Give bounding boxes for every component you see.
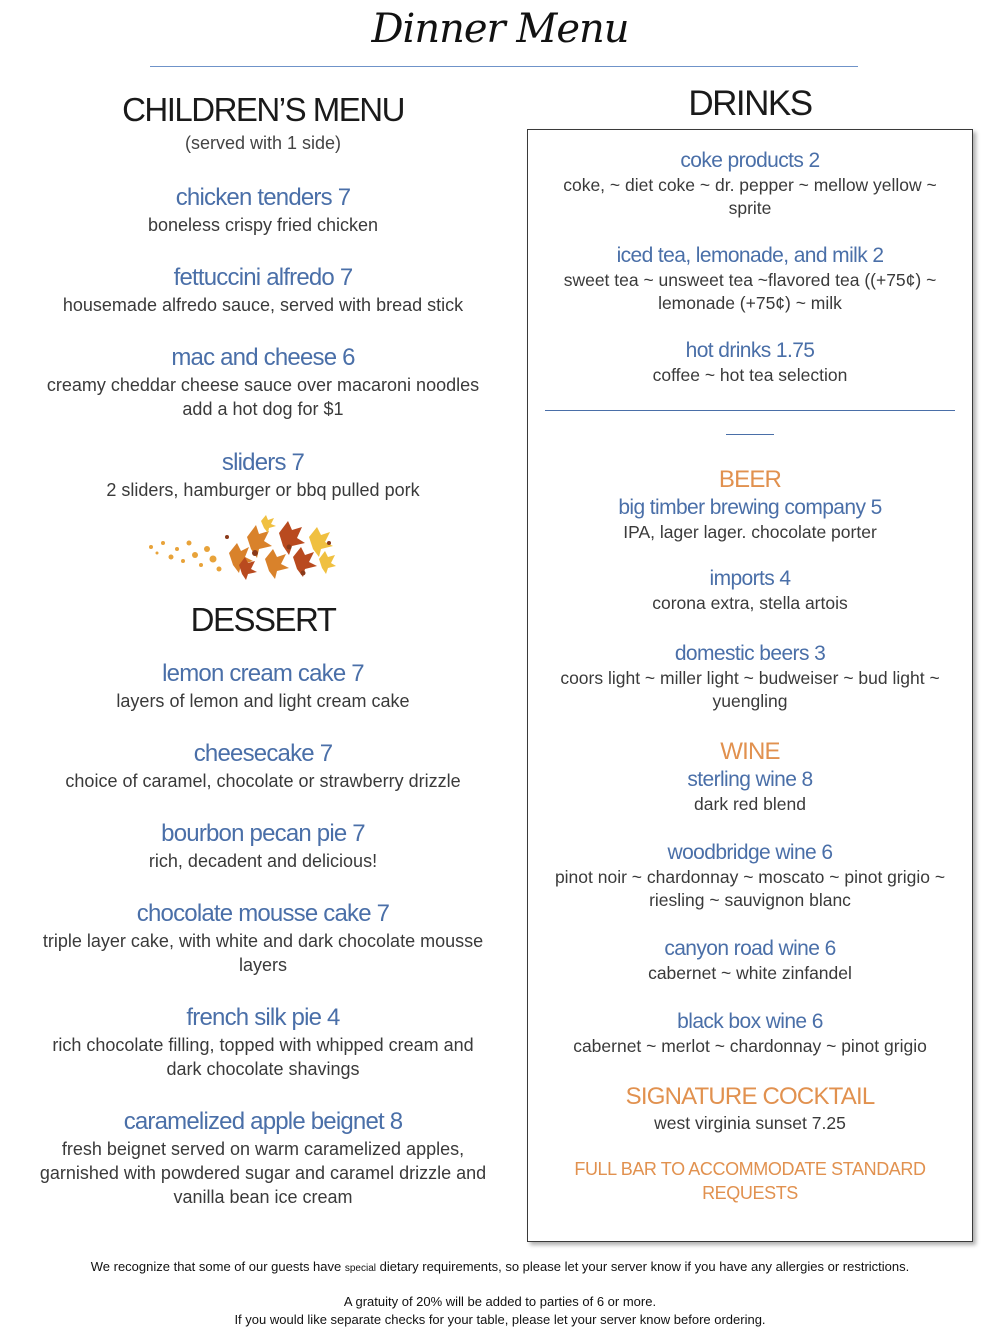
- childrens-menu-subheading: (served with 1 side): [184, 133, 342, 153]
- drink-description: sprite: [728, 198, 772, 218]
- item-description: rich chocolate filling, topped with whipped cream and: [52, 1035, 474, 1055]
- wine-heading: WINE: [720, 738, 780, 765]
- drink-description: yuengling: [712, 691, 788, 711]
- signature-cocktail-heading: SIGNATURE COCKTAIL: [625, 1083, 875, 1110]
- drinks-heading: DRINKS: [688, 84, 812, 123]
- dietary-notice-text: dietary requirements, so please let your server know if you have any allergies or restrictions.: [376, 1259, 910, 1274]
- drink-item: [528, 936, 972, 985]
- full-bar-note: FULL BAR TO ACCOMMODATE STANDARD REQUESTS: [574, 1159, 926, 1203]
- drink-name: domestic beers 3: [674, 642, 826, 665]
- item-description: triple layer cake, with white and dark chocolate mousse: [42, 931, 484, 951]
- item-name: bourbon pecan pie 7: [161, 820, 365, 847]
- item-description: layers of lemon and light cream cake: [116, 691, 410, 711]
- drink-item: [528, 566, 972, 615]
- childrens-menu-heading: CHILDREN’S MENU: [122, 91, 404, 128]
- drink-item: [528, 840, 972, 912]
- drink-description: IPA, lager lager. chocolate porter: [623, 522, 877, 542]
- item-description: creamy cheddar cheese sauce over macaroni noodles: [46, 375, 480, 395]
- menu-item: [18, 819, 508, 873]
- separate-checks-notice: If you would like separate checks for your table, please let your server know before ordering.: [234, 1312, 766, 1327]
- dessert-heading: DESSERT: [190, 601, 336, 638]
- drink-name: big timber brewing company 5: [618, 496, 882, 519]
- gratuity-notice: A gratuity of 20% will be added to parties of 6 or more.: [343, 1294, 657, 1309]
- menu-item: [18, 899, 508, 977]
- item-name: chicken tenders 7: [175, 184, 351, 211]
- drinks-divider-short: [726, 434, 774, 435]
- item-description: garnished with powdered sugar and caramel drizzle and: [39, 1163, 487, 1183]
- title-divider: [150, 66, 858, 67]
- menu-item: [18, 1107, 508, 1209]
- left-column: [18, 90, 508, 1209]
- item-description: 2 sliders, hamburger or bbq pulled pork: [106, 480, 420, 500]
- soft-drinks-list: [528, 148, 972, 387]
- menu-item: [18, 183, 508, 237]
- menu-item: [18, 659, 508, 713]
- drink-description: riesling ~ sauvignon blanc: [649, 890, 851, 910]
- drink-item: [528, 243, 972, 315]
- item-description: rich, decadent and delicious!: [148, 851, 378, 871]
- drink-item: [528, 1009, 972, 1058]
- drink-description: cabernet ~ merlot ~ chardonnay ~ pinot grigio: [573, 1036, 927, 1056]
- item-name: cheesecake 7: [193, 740, 333, 767]
- drink-item: [528, 495, 972, 544]
- signature-cocktail-description: west virginia sunset 7.25: [654, 1113, 846, 1133]
- drinks-heading-wrap: [527, 84, 973, 124]
- drink-name: imports 4: [709, 567, 791, 590]
- drink-item: [528, 767, 972, 816]
- drink-description: coffee ~ hot tea selection: [652, 365, 848, 385]
- item-description: fresh beignet served on warm caramelized apples,: [61, 1139, 465, 1159]
- item-description: add a hot dog for $1: [182, 399, 344, 419]
- menu-item: [18, 1003, 508, 1081]
- dietary-notice-text: We recognize that some of our guests have: [90, 1259, 345, 1274]
- item-name: mac and cheese 6: [171, 344, 355, 371]
- drink-description: sweet tea ~ unsweet tea ~flavored tea ((+75¢) ~: [563, 270, 937, 290]
- menu-item: [18, 263, 508, 317]
- drink-description: dark red blend: [694, 794, 806, 814]
- drink-name: woodbridge wine 6: [667, 841, 833, 864]
- drinks-divider: [545, 410, 955, 411]
- dietary-notice-special: special: [344, 1263, 376, 1274]
- menu-item: [18, 343, 508, 421]
- drink-name: black box wine 6: [677, 1010, 823, 1033]
- drink-name: hot drinks 1.75: [685, 339, 815, 362]
- drink-description: coors light ~ miller light ~ budweiser ~ bud light ~: [560, 668, 940, 688]
- drink-name: sterling wine 8: [687, 768, 813, 791]
- alcohol-list: [528, 465, 972, 1205]
- item-description: housemade alfredo sauce, served with bread stick: [62, 295, 464, 315]
- drink-description: pinot noir ~ chardonnay ~ moscato ~ pinot grigio ~: [554, 867, 946, 887]
- item-description: boneless crispy fried chicken: [147, 215, 379, 235]
- item-name: caramelized apple beignet 8: [123, 1108, 403, 1135]
- item-name: french silk pie 4: [186, 1004, 340, 1031]
- dietary-notice: [0, 1258, 1000, 1277]
- drink-item: [528, 338, 972, 387]
- drinks-panel: [527, 129, 973, 1242]
- menu-item: [18, 448, 508, 502]
- item-description: layers: [238, 955, 287, 975]
- drink-description: coke, ~ diet coke ~ dr. pepper ~ mellow yellow ~: [563, 175, 937, 195]
- item-name: fettuccini alfredo 7: [173, 264, 353, 291]
- drink-name: canyon road wine 6: [664, 937, 836, 960]
- menu-title: Dinner Menu: [371, 6, 629, 52]
- item-description: choice of caramel, chocolate or strawberry drizzle: [65, 771, 461, 791]
- item-name: lemon cream cake 7: [162, 660, 364, 687]
- drink-item: [528, 148, 972, 220]
- drink-description: corona extra, stella artois: [652, 593, 848, 613]
- item-description: dark chocolate shavings: [166, 1059, 360, 1079]
- beer-heading: BEER: [718, 466, 782, 493]
- drink-name: iced tea, lemonade, and milk 2: [616, 244, 884, 267]
- drink-item: [528, 641, 972, 713]
- item-description: vanilla bean ice cream: [173, 1187, 353, 1207]
- drink-description: lemonade (+75¢) ~ milk: [658, 293, 842, 313]
- drink-description: cabernet ~ white zinfandel: [648, 963, 852, 983]
- drink-name: coke products 2: [680, 149, 820, 172]
- menu-item: [18, 739, 508, 793]
- item-name: chocolate mousse cake 7: [136, 900, 390, 927]
- item-name: sliders 7: [221, 449, 305, 476]
- autumn-leaves-illustration: [143, 513, 339, 583]
